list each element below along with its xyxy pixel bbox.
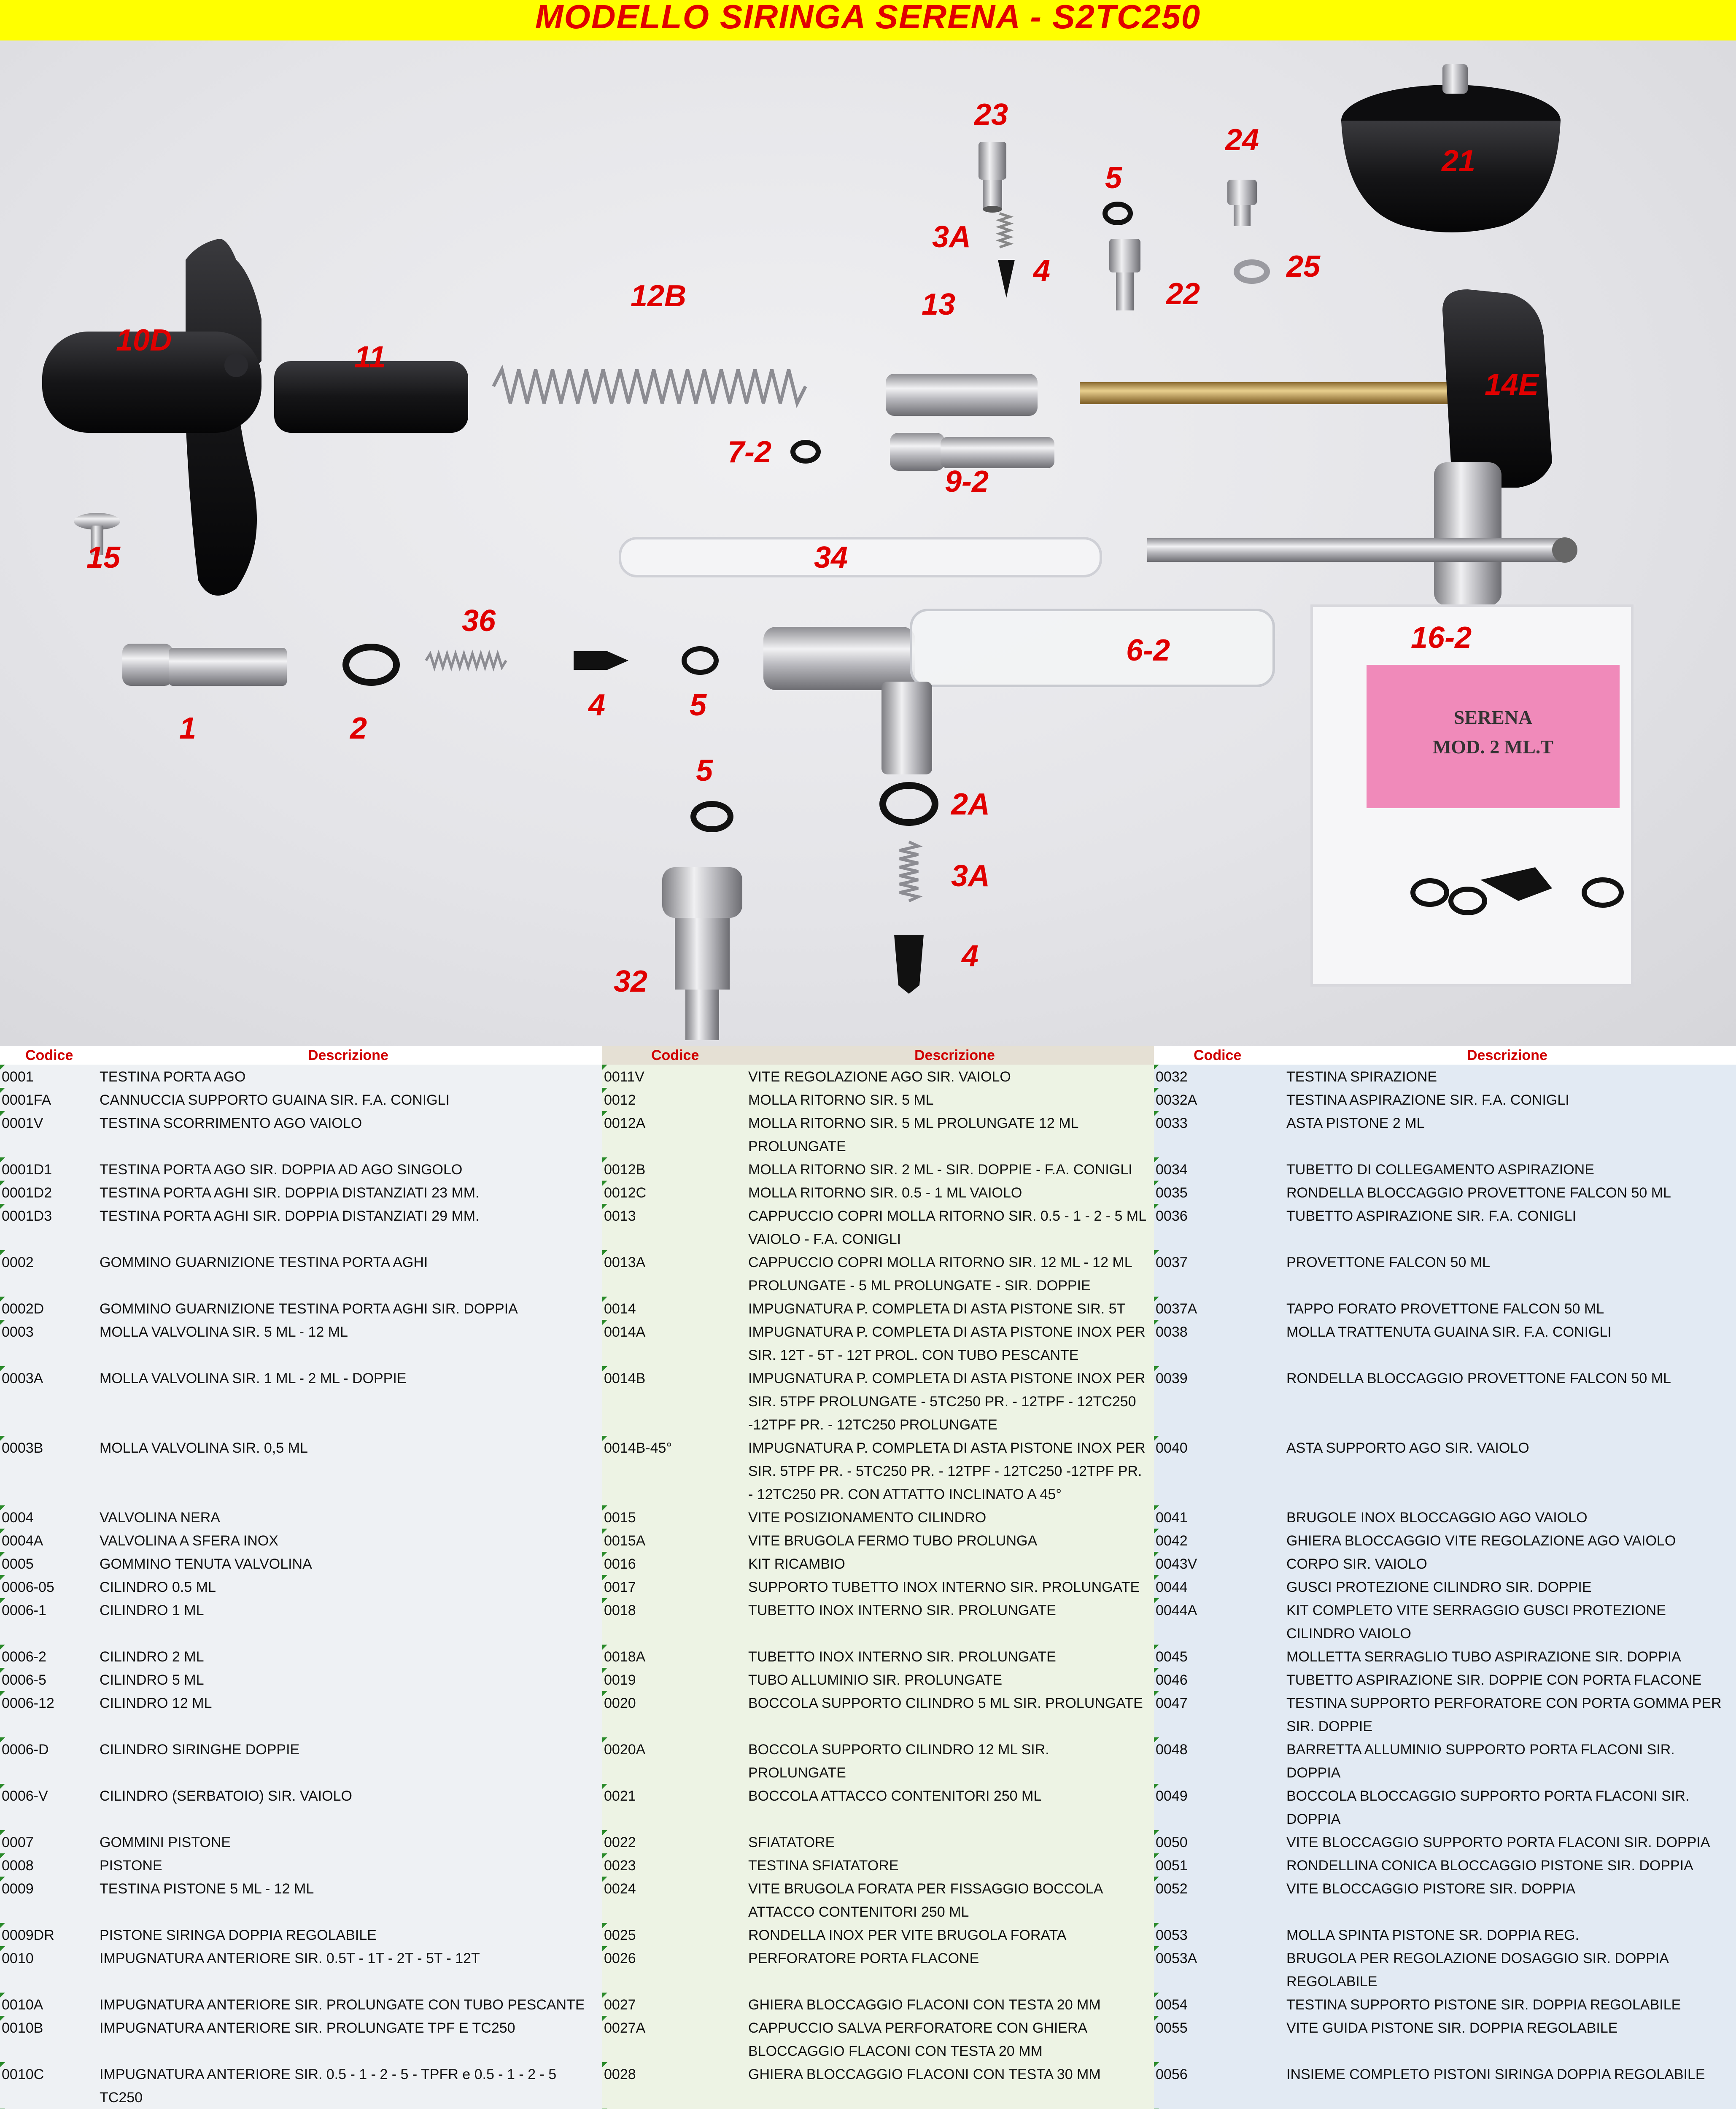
part-4-valve-mid: [574, 651, 628, 670]
part-description: TESTINA ASPIRAZIONE SIR. F.A. CONIGLI: [1286, 1092, 1569, 1108]
part-description: GHIERA BLOCCAGGIO VITE REGOLAZIONE AGO VAIOLO: [1286, 1533, 1676, 1549]
part-12B-spring: [493, 369, 806, 403]
part-description: IMPUGNATURA P. COMPLETA DI ASTA PISTONE INOX PER SIR. 5TPF PR. - 5TC250 PR. - 12TPF - 12TC250 -12TPF PR. - 12TC250 PR. CON ATTATTO INCLINATO A 45°: [748, 1440, 1146, 1502]
bag-label-line2: MOD. 2 ML.T: [1432, 736, 1554, 758]
part-code: 0044A: [1156, 1602, 1197, 1618]
part-description: TESTINA SUPPORTO PISTONE SIR. DOPPIA REGOLABILE: [1286, 1997, 1681, 2013]
part-code: 0034: [1156, 1162, 1188, 1178]
part-6-2-cylinder: [763, 610, 1274, 774]
part-4-valve-top: [998, 260, 1015, 298]
header-code: Codice: [651, 1047, 699, 1063]
part-description: VITE POSIZIONAMENTO CILINDRO: [748, 1510, 987, 1526]
part-3A-spring-low: [900, 842, 918, 901]
part-code: 0028: [604, 2066, 636, 2082]
part-code: 0010C: [2, 2066, 44, 2082]
part-code: 0016: [604, 1556, 636, 1572]
parts-column-3: [1154, 1046, 1736, 2109]
part-description: VITE BRUGOLA FERMO TUBO PROLUNGA: [748, 1533, 1038, 1549]
part-32-knob: [662, 867, 742, 1040]
part-code: 0045: [1156, 1649, 1188, 1665]
part-description: BOCCOLA SUPPORTO CILINDRO 5 ML SIR. PROLUNGATE: [748, 1695, 1143, 1711]
part-code: 0040: [1156, 1440, 1188, 1456]
part-description: TESTINA PORTA AGHI SIR. DOPPIA DISTANZIATI 23 MM.: [100, 1185, 480, 1201]
part-description: MOLLA RITORNO SIR. 5 ML: [748, 1092, 934, 1108]
part-3A-spring-top: [1000, 213, 1010, 247]
part-5-oring-top: [1105, 204, 1130, 223]
header-code: Codice: [1194, 1047, 1242, 1063]
part-code: 0002: [2, 1254, 34, 1270]
header-description: Descrizione: [1467, 1047, 1547, 1063]
part-code: 0020A: [604, 1742, 646, 1758]
part-code: 0018A: [604, 1649, 646, 1665]
part-description: CAPPUCCIO COPRI MOLLA RITORNO SIR. 12 ML - 12 ML PROLUNGATE - 5 ML PROLUNGATE - SIR. DOPPIE: [748, 1254, 1132, 1294]
label-24: 24: [1225, 123, 1259, 157]
part-code: 0013A: [604, 1254, 646, 1270]
part-description: SFIATATORE: [748, 1834, 835, 1850]
label-9-2: 9-2: [945, 465, 989, 499]
page-title: MODELLO SIRINGA SERENA - S2TC250: [0, 0, 1736, 40]
part-16-2-kit-bag: [1312, 606, 1632, 985]
label-22: 22: [1166, 277, 1200, 311]
header-description: Descrizione: [308, 1047, 388, 1063]
part-description: RONDELLA BLOCCAGGIO PROVETTONE FALCON 50 ML: [1286, 1370, 1671, 1386]
part-34-tube: [620, 538, 1101, 576]
part-description: TESTINA PORTA AGHI SIR. DOPPIA DISTANZIATI 29 MM.: [100, 1208, 480, 1224]
part-description: GOMMINO TENUTA VALVOLINA: [100, 1556, 312, 1572]
part-description: IMPUGNATURA ANTERIORE SIR. PROLUNGATE CON TUBO PESCANTE: [100, 1997, 585, 2013]
part-description: CORPO SIR. VAIOLO: [1286, 1556, 1427, 1572]
part-description: TESTINA SCORRIMENTO AGO VAIOLO: [100, 1115, 362, 1131]
part-code: 0050: [1156, 1834, 1188, 1850]
part-description: MOLLA VALVOLINA SIR. 1 ML - 2 ML - DOPPIE: [100, 1370, 407, 1386]
part-description: GOMMINO GUARNIZIONE TESTINA PORTA AGHI SIR. DOPPIA: [100, 1301, 518, 1317]
part-code: 0043V: [1156, 1556, 1197, 1572]
label-34: 34: [814, 541, 848, 574]
part-code: 0012A: [604, 1115, 646, 1131]
part-code: 0027: [604, 1997, 636, 2013]
part-23-head: [979, 142, 1006, 213]
part-code: 0008: [2, 1858, 34, 1874]
part-code: 0033: [1156, 1115, 1188, 1131]
part-description: CILINDRO 2 ML: [100, 1649, 204, 1665]
part-code: 0015: [604, 1510, 636, 1526]
part-description: CILINDRO 0.5 ML: [100, 1579, 216, 1595]
part-description: CAPPUCCIO COPRI MOLLA RITORNO SIR. 0.5 - 1 - 2 - 5 ML VAIOLO - F.A. CONIGLI: [748, 1208, 1146, 1247]
part-code: 0006-5: [2, 1672, 46, 1688]
part-description: TESTINA SUPPORTO PERFORATORE CON PORTA GOMMA PER SIR. DOPPIE: [1286, 1695, 1722, 1734]
part-code: 0003A: [2, 1370, 43, 1386]
label-13: 13: [922, 288, 956, 321]
part-description: MOLLA TRATTENUTA GUAINA SIR. F.A. CONIGLI: [1286, 1324, 1612, 1340]
part-description: KIT RICAMBIO: [748, 1556, 845, 1572]
label-1: 1: [179, 712, 197, 745]
part-code: 0014A: [604, 1324, 646, 1340]
part-code: 0009: [2, 1881, 34, 1897]
part-description: MOLLETTA SERRAGLIO TUBO ASPIRAZIONE SIR. DOPPIA: [1286, 1649, 1681, 1665]
part-description: RONDELLINA CONICA BLOCCAGGIO PISTONE SIR. DOPPIA: [1286, 1858, 1693, 1874]
label-32: 32: [614, 965, 648, 998]
parts-table: [0, 1046, 1736, 2109]
label-36: 36: [462, 604, 496, 638]
label-3A-low: 3A: [951, 859, 990, 893]
part-description: BRUGOLA PER REGOLAZIONE DOSAGGIO SIR. DOPPIA REGOLABILE: [1286, 1950, 1669, 1990]
part-code: 0042: [1156, 1533, 1188, 1549]
label-4-top: 4: [1033, 254, 1051, 288]
part-description: PISTONE SIRINGA DOPPIA REGOLABILE: [100, 1927, 377, 1943]
part-code: 0011V: [604, 1069, 644, 1085]
part-description: BOCCOLA BLOCCAGGIO SUPPORTO PORTA FLACONI SIR. DOPPIA: [1286, 1788, 1690, 1827]
part-description: IMPUGNATURA P. COMPLETA DI ASTA PISTONE INOX PER SIR. 12T - 5T - 12T PROL. CON TUBO PESCANTE: [748, 1324, 1146, 1363]
part-code: 0012B: [604, 1162, 646, 1178]
label-4-low: 4: [962, 939, 979, 973]
part-24-shank: [1234, 205, 1251, 226]
part-description: VITE BRUGOLA FORATA PER FISSAGGIO BOCCOLA ATTACCO CONTENITORI 250 ML: [748, 1881, 1103, 1920]
part-code: 0023: [604, 1858, 636, 1874]
part-description: KIT COMPLETO VITE SERRAGGIO GUSCI PROTEZIONE CILINDRO VAIOLO: [1286, 1602, 1666, 1642]
part-code: 0006-2: [2, 1649, 46, 1665]
part-14E-plunger: [1080, 289, 1577, 606]
label-7-2: 7-2: [728, 435, 772, 469]
part-code: 0007: [2, 1834, 34, 1850]
part-description: BRUGOLE INOX BLOCCAGGIO AGO VAIOLO: [1286, 1510, 1588, 1526]
label-5-mid: 5: [690, 688, 707, 722]
part-description: GHIERA BLOCCAGGIO FLACONI CON TESTA 20 MM: [748, 1997, 1101, 2013]
part-code: 0051: [1156, 1858, 1188, 1874]
label-11: 11: [354, 340, 386, 374]
part-code: 0044: [1156, 1579, 1188, 1595]
parts-column-1: [0, 1046, 602, 2109]
part-code: 0018: [604, 1602, 636, 1618]
part-code: 0047: [1156, 1695, 1188, 1711]
part-code: 0019: [604, 1672, 636, 1688]
part-code: 0021: [604, 1788, 636, 1804]
part-description: IMPUGNATURA ANTERIORE SIR. 0.5 - 1 - 2 - 5 - TPFR e 0.5 - 1 - 2 - 5 TC250: [100, 2066, 557, 2106]
part-code: 0014B-45°: [604, 1440, 672, 1456]
part-1-needle-holder: [122, 644, 287, 686]
part-description: VITE REGOLAZIONE AGO SIR. VAIOLO: [748, 1069, 1011, 1085]
part-25-washer: [1237, 262, 1267, 281]
part-13-tube: [886, 374, 1038, 416]
part-code: 0052: [1156, 1881, 1188, 1897]
part-description: ASTA SUPPORTO AGO SIR. VAIOLO: [1286, 1440, 1529, 1456]
part-description: RONDELLA BLOCCAGGIO PROVETTONE FALCON 50 ML: [1286, 1185, 1671, 1201]
part-description: VALVOLINA A SFERA INOX: [100, 1533, 278, 1549]
part-description: MOLLA VALVOLINA SIR. 5 ML - 12 ML: [100, 1324, 348, 1340]
part-code: 0041: [1156, 1510, 1188, 1526]
part-description: TUBETTO INOX INTERNO SIR. PROLUNGATE: [748, 1602, 1056, 1618]
part-code: 0038: [1156, 1324, 1188, 1340]
part-code: 0004A: [2, 1533, 43, 1549]
part-code: 0006-12: [2, 1695, 54, 1711]
part-code: 0032: [1156, 1069, 1188, 1085]
part-code: 0010: [2, 1950, 34, 1966]
part-code: 0026: [604, 1950, 636, 1966]
part-description: TAPPO FORATO PROVETTONE FALCON 50 ML: [1286, 1301, 1604, 1317]
part-description: GUSCI PROTEZIONE CILINDRO SIR. DOPPIE: [1286, 1579, 1592, 1595]
part-description: TUBETTO INOX INTERNO SIR. PROLUNGATE: [748, 1649, 1056, 1665]
label-25: 25: [1286, 250, 1321, 283]
part-10D-front-handle: [42, 239, 261, 596]
part-description: IMPUGNATURA ANTERIORE SIR. 0.5T - 1T - 2T - 5T - 12T: [100, 1950, 480, 1966]
part-description: GHIERA BLOCCAGGIO FLACONI CON TESTA 30 MM: [748, 2066, 1101, 2082]
part-description: GOMMINO GUARNIZIONE TESTINA PORTA AGHI: [100, 1254, 428, 1270]
part-description: MOLLA VALVOLINA SIR. 0,5 ML: [100, 1440, 308, 1456]
part-description: BARRETTA ALLUMINIO SUPPORTO PORTA FLACONI SIR. DOPPIA: [1286, 1742, 1675, 1781]
part-code: 0014: [604, 1301, 636, 1317]
label-2: 2: [350, 712, 367, 745]
part-code: 0006-05: [2, 1579, 54, 1595]
part-description: VALVOLINA NERA: [100, 1510, 220, 1526]
part-description: MOLLA SPINTA PISTONE SR. DOPPIA REG.: [1286, 1927, 1580, 1943]
part-description: VITE GUIDA PISTONE SIR. DOPPIA REGOLABILE: [1286, 2020, 1618, 2036]
part-description: IMPUGNATURA ANTERIORE SIR. PROLUNGATE TPF E TC250: [100, 2020, 515, 2036]
part-description: SUPPORTO TUBETTO INOX INTERNO SIR. PROLUNGATE: [748, 1579, 1140, 1595]
part-code: 0027A: [604, 2020, 646, 2036]
part-code: 0036: [1156, 1208, 1188, 1224]
part-description: TESTINA SFIATATORE: [748, 1858, 899, 1874]
label-23: 23: [974, 98, 1008, 132]
part-code: 0056: [1156, 2066, 1188, 2082]
part-description: INSIEME COMPLETO PISTONI SIRINGA DOPPIA REGOLABILE: [1286, 2066, 1705, 2082]
label-5-top: 5: [1105, 161, 1122, 195]
part-4-valve-low: [894, 935, 924, 994]
label-3A-top: 3A: [932, 220, 971, 254]
part-code: 0001D2: [2, 1185, 52, 1201]
part-code: 0035: [1156, 1185, 1188, 1201]
part-code: 0022: [604, 1834, 636, 1850]
part-code: 0032A: [1156, 1092, 1197, 1108]
part-code: 0054: [1156, 1997, 1188, 2013]
part-code: 0046: [1156, 1672, 1188, 1688]
header-code: Codice: [25, 1047, 73, 1063]
part-description: CANNUCCIA SUPPORTO GUAINA SIR. F.A. CONIGLI: [100, 1092, 450, 1108]
part-code: 0004: [2, 1510, 34, 1526]
part-code: 0017: [604, 1579, 636, 1595]
part-description: BOCCOLA SUPPORTO CILINDRO 12 ML SIR. PROLUNGATE: [748, 1742, 1049, 1781]
part-code: 0001V: [2, 1115, 43, 1131]
part-code: 0037: [1156, 1254, 1188, 1270]
part-description: VITE BLOCCAGGIO SUPPORTO PORTA FLACONI SIR. DOPPIA: [1286, 1834, 1710, 1850]
part-description: CILINDRO 1 ML: [100, 1602, 204, 1618]
part-description: TUBETTO ASPIRAZIONE SIR. DOPPIE CON PORTA FLACONE: [1286, 1672, 1702, 1688]
part-2-oring: [346, 647, 396, 682]
part-7-2-oring: [793, 442, 818, 461]
part-description: CILINDRO 12 ML: [100, 1695, 212, 1711]
part-description: RONDELLA INOX PER VITE BRUGOLA FORATA: [748, 1927, 1067, 1943]
label-12B: 12B: [631, 279, 687, 313]
part-description: PROVETTONE FALCON 50 ML: [1286, 1254, 1491, 1270]
parts-photo: [0, 40, 1736, 1046]
label-16-2: 16-2: [1411, 621, 1472, 655]
header-description: Descrizione: [914, 1047, 995, 1063]
part-description: MOLLA RITORNO SIR. 0.5 - 1 ML VAIOLO: [748, 1185, 1022, 1201]
label-10D: 10D: [116, 324, 172, 357]
part-5-oring-mid: [684, 649, 716, 672]
part-code: 0006-D: [2, 1742, 49, 1758]
part-description: ASTA PISTONE 2 ML: [1286, 1115, 1425, 1131]
part-36-spring: [426, 654, 506, 667]
part-description: MOLLA RITORNO SIR. 5 ML PROLUNGATE 12 ML PROLUNGATE: [748, 1115, 1078, 1154]
part-code: 0010A: [2, 1997, 43, 2013]
label-4-mid: 4: [588, 688, 606, 722]
part-code: 0005: [2, 1556, 34, 1572]
part-code: 0039: [1156, 1370, 1188, 1386]
part-code: 0053: [1156, 1927, 1188, 1943]
part-code: 0053A: [1156, 1950, 1197, 1966]
part-code: 0049: [1156, 1788, 1188, 1804]
part-5-oring-low: [693, 804, 731, 829]
part-description: CILINDRO (SERBATOIO) SIR. VAIOLO: [100, 1788, 352, 1804]
part-2A-oring: [883, 785, 935, 823]
part-code: 0006-1: [2, 1602, 46, 1618]
parts-column-2: [602, 1046, 1154, 2109]
part-code: 0012: [604, 1092, 636, 1108]
part-code: 0003: [2, 1324, 34, 1340]
part-description: TUBETTO DI COLLEGAMENTO ASPIRAZIONE: [1286, 1162, 1594, 1178]
part-code: 0020: [604, 1695, 636, 1711]
part-code: 0010B: [2, 2020, 43, 2036]
part-description: GOMMINI PISTONE: [100, 1834, 231, 1850]
part-description: CILINDRO 5 ML: [100, 1672, 204, 1688]
part-description: IMPUGNATURA P. COMPLETA DI ASTA PISTONE SIR. 5T: [748, 1301, 1126, 1317]
part-code: 0048: [1156, 1742, 1188, 1758]
part-code: 0001: [2, 1069, 34, 1085]
part-code: 0001FA: [2, 1092, 51, 1108]
part-code: 0055: [1156, 2020, 1188, 2036]
part-description: CAPPUCCIO SALVA PERFORATORE CON GHIERA BLOCCAGGIO FLACONI CON TESTA 20 MM: [748, 2020, 1087, 2059]
label-15: 15: [86, 541, 121, 574]
part-code: 0024: [604, 1881, 636, 1897]
label-6-2: 6-2: [1126, 634, 1170, 667]
part-description: PISTONE: [100, 1858, 162, 1874]
exploded-view: [0, 40, 1736, 1046]
part-code: 0006-V: [2, 1788, 48, 1804]
part-code: 0009DR: [2, 1927, 54, 1943]
part-description: TESTINA PORTA AGO SIR. DOPPIA AD AGO SINGOLO: [100, 1162, 463, 1178]
part-description: IMPUGNATURA P. COMPLETA DI ASTA PISTONE INOX PER SIR. 5TPF PROLUNGATE - 5TC250 PR. - 12TPF - 12TC250 -12TPF PR. - 12TC250 PROLUNGATE: [748, 1370, 1146, 1433]
part-description: MOLLA RITORNO SIR. 2 ML - SIR. DOPPIE - F.A. CONIGLI: [748, 1162, 1132, 1178]
label-5-low: 5: [696, 754, 713, 788]
part-22-breather: [1109, 239, 1140, 310]
part-code: 0037A: [1156, 1301, 1197, 1317]
part-code: 0014B: [604, 1370, 646, 1386]
part-code: 0025: [604, 1927, 636, 1943]
part-24-screw: [1227, 180, 1257, 205]
part-description: TESTINA SPIRAZIONE: [1286, 1069, 1437, 1085]
part-description: VITE BLOCCAGGIO PISTORE SIR. DOPPIA: [1286, 1881, 1576, 1897]
part-description: TESTINA PORTA AGO: [100, 1069, 246, 1085]
part-code: 0001D3: [2, 1208, 52, 1224]
part-code: 0015A: [604, 1533, 646, 1549]
part-description: TESTINA PISTONE 5 ML - 12 ML: [100, 1881, 314, 1897]
header-bg: [0, 1046, 602, 1065]
part-code: 0013: [604, 1208, 636, 1224]
part-code: 0012C: [604, 1185, 647, 1201]
label-14E: 14E: [1485, 368, 1539, 402]
label-21: 21: [1442, 144, 1476, 178]
part-description: TUBO ALLUMINIO SIR. PROLUNGATE: [748, 1672, 1003, 1688]
part-code: 0001D1: [2, 1162, 52, 1178]
part-description: PERFORATORE PORTA FLACONE: [748, 1950, 979, 1966]
part-code: 0002D: [2, 1301, 44, 1317]
part-description: CILINDRO SIRINGHE DOPPIE: [100, 1742, 300, 1758]
part-description: BOCCOLA ATTACCO CONTENITORI 250 ML: [748, 1788, 1042, 1804]
label-2A: 2A: [951, 788, 990, 821]
bag-label-line1: SERENA: [1453, 707, 1533, 728]
part-description: TUBETTO ASPIRAZIONE SIR. F.A. CONIGLI: [1286, 1208, 1577, 1224]
part-code: 0003B: [2, 1440, 43, 1456]
